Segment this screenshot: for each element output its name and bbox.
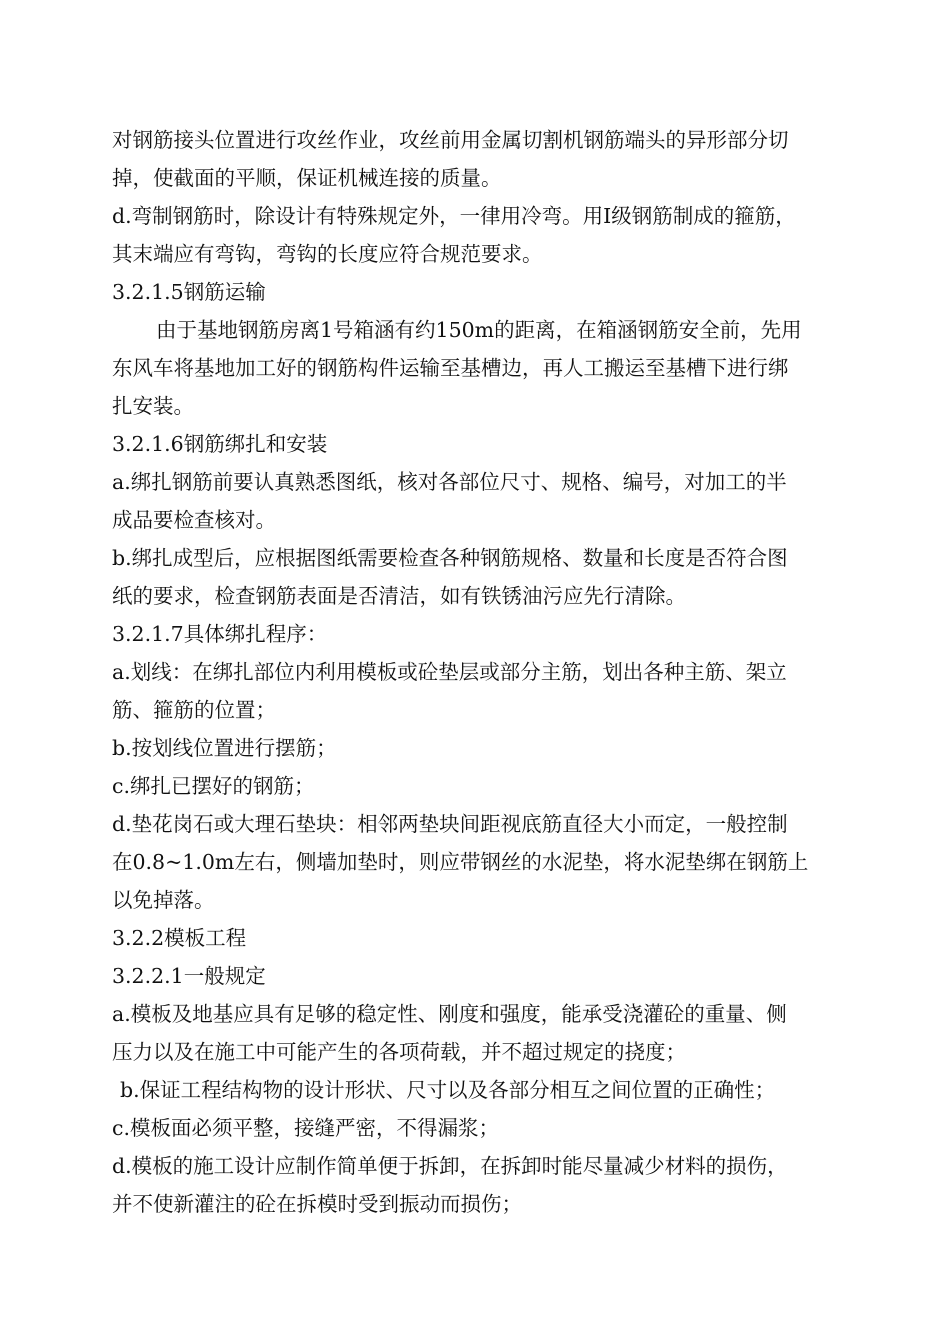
text-line: 纸的要求，检查钢筋表面是否清洁，如有铁锈油污应先行清除。 — [112, 584, 686, 608]
text-line: a.绑扎钢筋前要认真熟悉图纸，核对各部位尺寸、规格、编号，对加工的半 — [112, 470, 787, 494]
text-line: b.保证工程结构物的设计形状、尺寸以及各部分相互之间位置的正确性； — [120, 1078, 776, 1102]
text-line: d.垫花岗石或大理石垫块：相邻两垫块间距视底筋直径大小而定，一般控制 — [112, 812, 788, 836]
text-line: a.划线：在绑扎部位内利用模板或砼垫层或部分主筋，划出各种主筋、架立 — [112, 660, 787, 684]
section-heading: 3.2.1.7具体绑扎程序： — [112, 622, 328, 646]
section-heading: 3.2.1.5钢筋运输 — [112, 280, 266, 304]
text-line: 在0.8~1.0m左右，侧墙加垫时，则应带钢丝的水泥垫，将水泥垫绑在钢筋上 — [112, 850, 809, 874]
text-line: 并不使新灌注的砼在拆模时受到振动而损伤； — [112, 1192, 522, 1216]
text-line: 掉，使截面的平顺，保证机械连接的质量。 — [112, 166, 502, 190]
text-line: d.弯制钢筋时，除设计有特殊规定外，一律用冷弯。用Ⅰ级钢筋制成的箍筋， — [112, 204, 796, 228]
text-line: 筋、箍筋的位置； — [112, 698, 276, 722]
text-line: a.模板及地基应具有足够的稳定性、刚度和强度，能承受浇灌砼的重量、侧 — [112, 1002, 787, 1026]
text-line: d.模板的施工设计应制作简单便于拆卸，在拆卸时能尽量减少材料的损伤， — [112, 1154, 788, 1178]
text-line: 东风车将基地加工好的钢筋构件运输至基槽边，再人工搬运至基槽下进行绑 — [112, 356, 789, 380]
section-heading: 3.2.2.1一般规定 — [112, 964, 266, 988]
text-line: c.模板面必须平整，接缝严密，不得漏浆； — [112, 1116, 499, 1140]
text-line: 成品要检查核对。 — [112, 508, 276, 532]
text-line: 压力以及在施工中可能产生的各项荷载，并不超过规定的挠度； — [112, 1040, 686, 1064]
text-line: 其末端应有弯钩，弯钩的长度应符合规范要求。 — [112, 242, 543, 266]
text-line: 扎安装。 — [112, 394, 194, 418]
text-line: 对钢筋接头位置进行攻丝作业，攻丝前用金属切割机钢筋端头的异形部分切 — [112, 128, 789, 152]
text-line: 以免掉落。 — [112, 888, 215, 912]
text-line: 由于基地钢筋房离1号箱涵有约150m的距离，在箱涵钢筋安全前，先用 — [156, 318, 802, 342]
section-heading: 3.2.2模板工程 — [112, 926, 247, 950]
text-line: b.绑扎成型后，应根据图纸需要检查各种钢筋规格、数量和长度是否符合图 — [112, 546, 788, 570]
text-line: b.按划线位置进行摆筋； — [112, 736, 337, 760]
text-line: c.绑扎已摆好的钢筋； — [112, 774, 315, 798]
section-heading: 3.2.1.6钢筋绑扎和安装 — [112, 432, 328, 456]
